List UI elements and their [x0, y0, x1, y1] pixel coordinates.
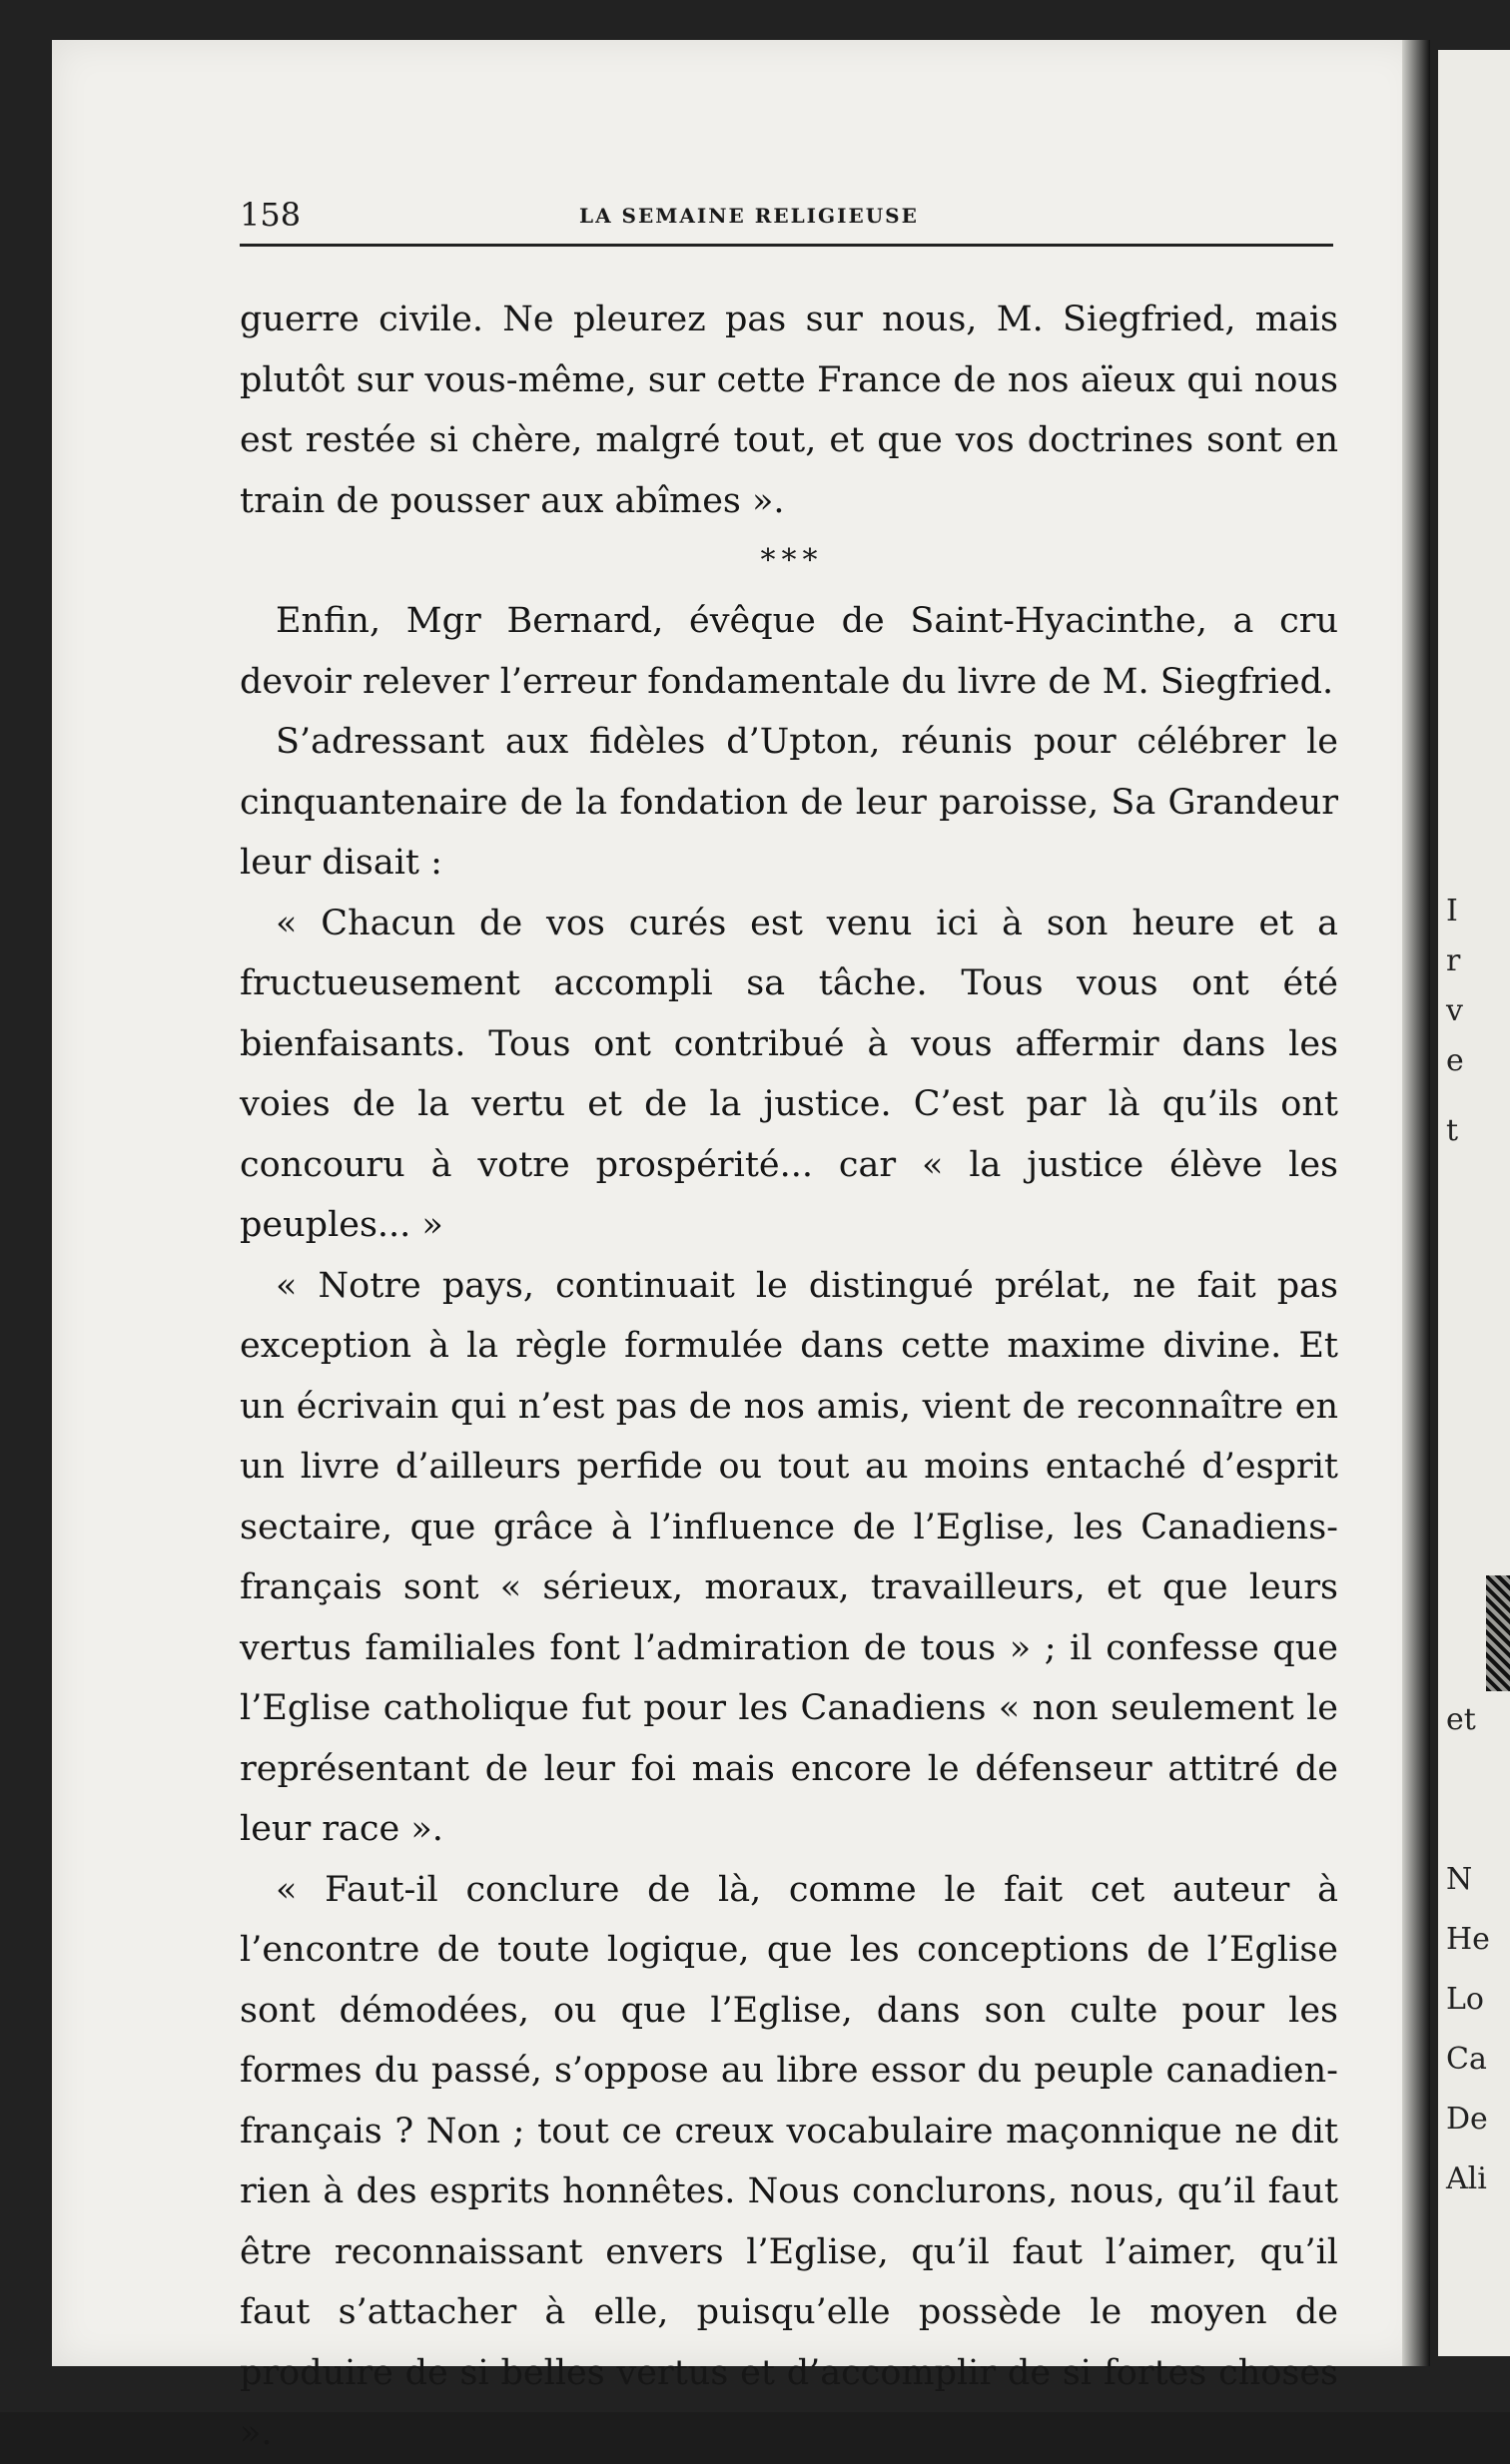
adjacent-fragment: Lo: [1446, 1982, 1484, 2017]
page-gutter: [1402, 40, 1430, 2366]
paragraph: « Chacun de vos curés est venu ici à son heure et a fructueusement accompli sa tâche. Tous vous ont été bienfaisants. Tous ont contribué à vous affermir dans les voies de la vertu et de la justice. C’est par là qu’ils ont concouru à votre prospérité... car « la justice élève les peuples... »: [240, 903, 1338, 1245]
adjacent-fragment: He: [1446, 1922, 1490, 1957]
adjacent-fragment: N: [1446, 1862, 1473, 1897]
body-text: [240, 290, 1338, 2464]
adjacent-page: [1438, 50, 1510, 2356]
adjacent-fragment: Ali: [1446, 2161, 1487, 2196]
page-header: [240, 196, 1333, 247]
adjacent-fragment: I: [1446, 894, 1458, 928]
section-separator: * * *: [760, 543, 818, 578]
paragraph: S’adressant aux fidèles d’Upton, réunis pour célébrer le cinquantenaire de la fondation de leur paroisse, Sa Grandeur leur disait :: [240, 722, 1338, 883]
running-title: LA SEMAINE RELIGIEUSE: [579, 204, 919, 228]
adjacent-fragment: t: [1446, 1113, 1459, 1148]
paragraph: Enfin, Mgr Bernard, évêque de Saint-Hyacinthe, a cru devoir relever l’erreur fondamentale du livre de M. Siegfried.: [240, 601, 1338, 702]
adjacent-fragment: v: [1446, 993, 1463, 1028]
paragraph: « Faut-il conclure de là, comme le fait cet auteur à l’encontre de toute logique, que les conceptions de l’Eglise sont démodées, ou que l’Eglise, dans son culte pour les formes du passé, s’oppose au libre essor du peuple canadien-français ? Non ; tout ce creux vocabulaire maçonnique ne dit rien à des esprits honnêtes. Nous conclurons, nous, qu’il faut être reconnaissant envers l’Eglise, qu’il faut l’aimer, qu’il faut s’attacher à elle, puisqu’elle possède le moyen de produire de si belles vertus et d’accomplir de si fortes choses ».: [240, 1869, 1338, 2453]
adjacent-fragment: Ca: [1446, 2042, 1487, 2077]
adjacent-fragment: e: [1446, 1043, 1464, 1078]
adjacent-fragment: et: [1446, 1702, 1476, 1737]
adjacent-fragment: r: [1446, 943, 1461, 978]
ornament-fragment: [1486, 1575, 1510, 1691]
paragraph: guerre civile. Ne pleurez pas sur nous, M. Siegfried, mais plutôt sur vous-même, sur cette France de nos aïeux qui nous est restée si chère, malgré tout, et que vos doctrines sont en train de pousser aux abîmes ».: [240, 300, 1338, 521]
adjacent-fragment: De: [1446, 2102, 1488, 2137]
paragraph: « Notre pays, continuait le distingué prélat, ne fait pas exception à la règle formulée dans cette maxime divine. Et un écrivain qui n’est pas de nos amis, vient de reconnaître en un livre d’ailleurs perfide ou tout au moins entaché d’esprit sectaire, que grâce à l’influence de l’Eglise, les Canadiens-français sont « sérieux, moraux, travailleurs, et que leurs vertus familiales font l’admiration de tous » ; il confesse que l’Eglise catholique fut pour les Canadiens « non seulement le représentant de leur foi mais encore le défenseur attitré de leur race ».: [240, 1265, 1338, 1849]
page-number: 158: [240, 196, 302, 234]
